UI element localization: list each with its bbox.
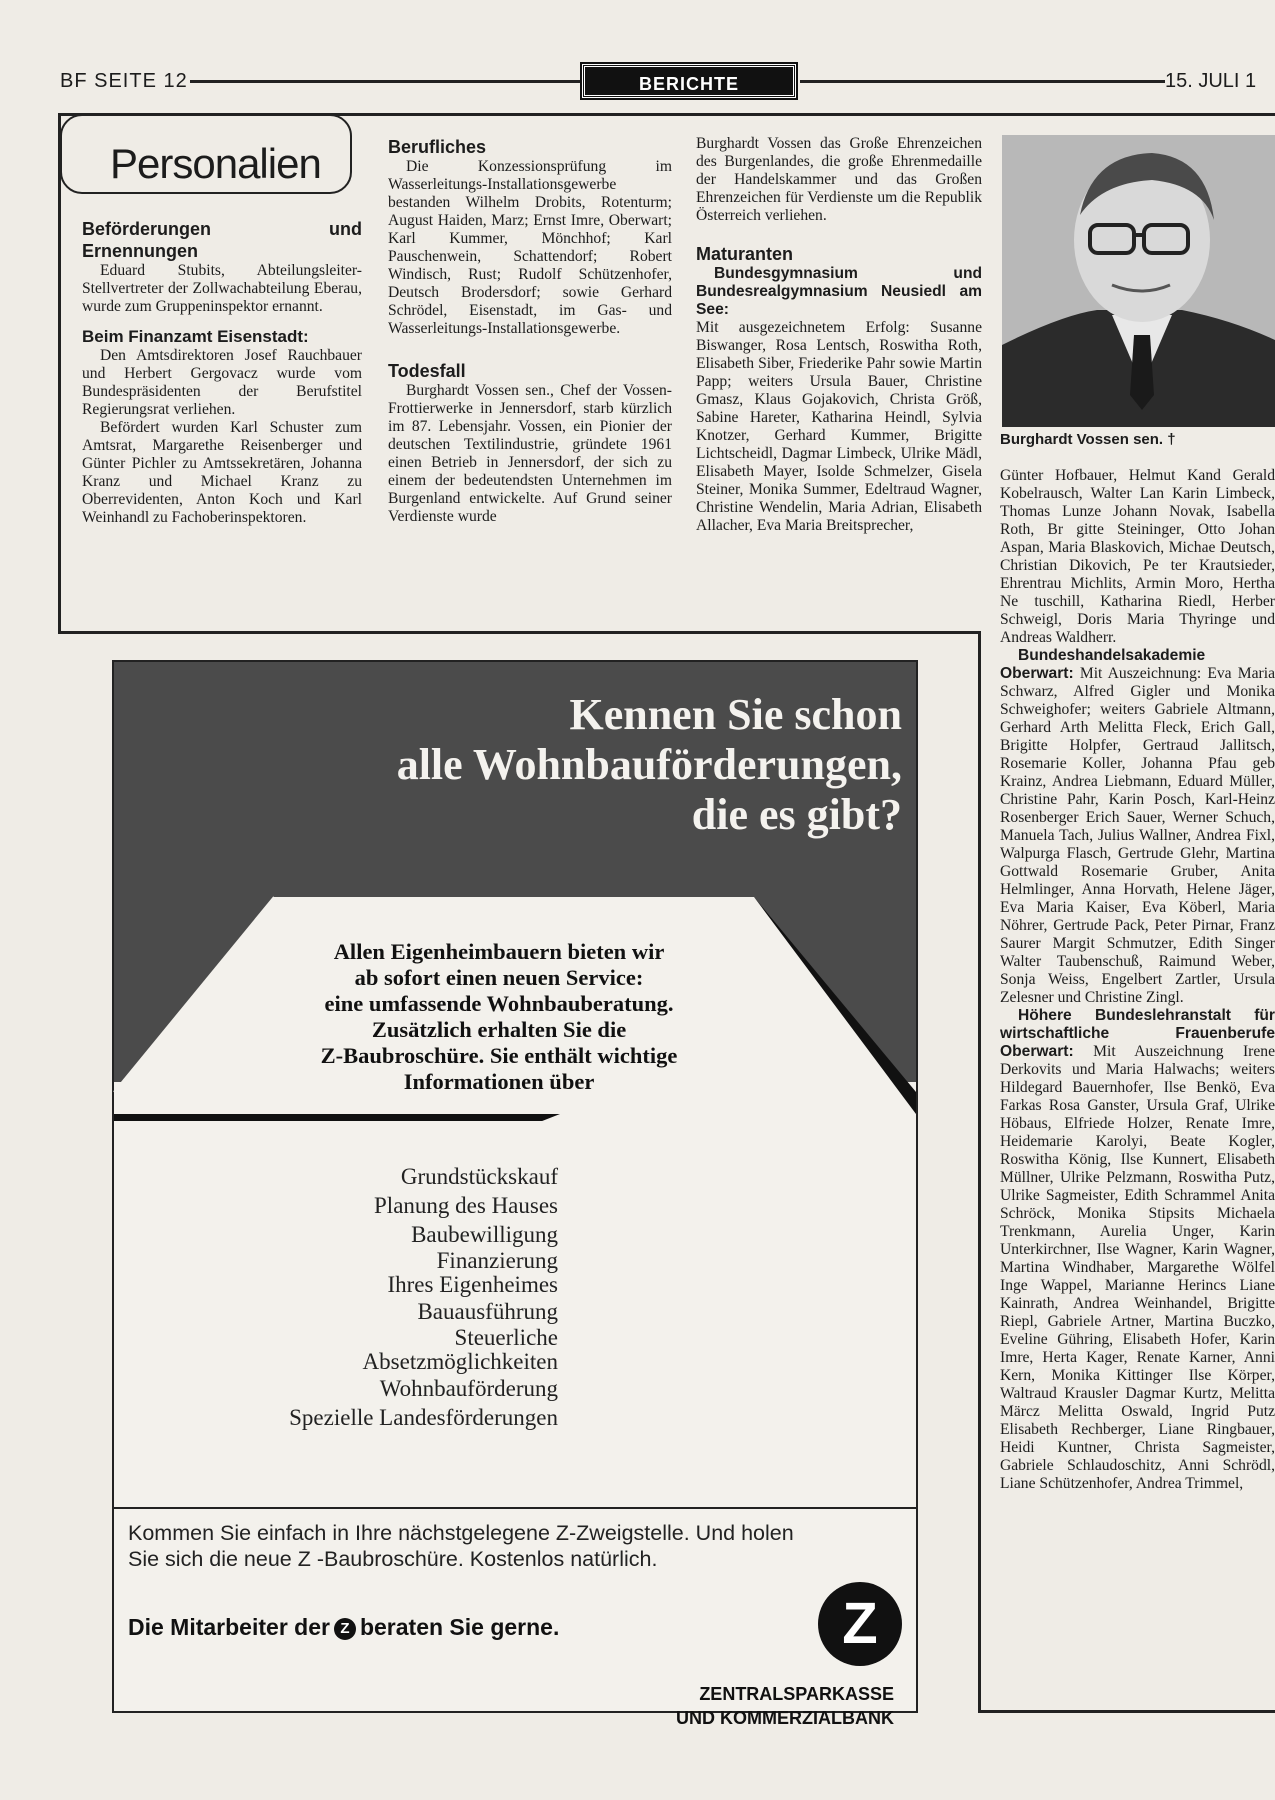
- berufliches-paragraph: Die Konzessionsprüfung im Wasserleitungs-Installationsgewerbe bestanden Wilhelm Drobits, Rotenturm; August Haiden, Marz; Ernst Imre, Oberwart; Karl Kummer, Mönchhof; Karl Pauschenwein, Schattendorf; Robert Windisch, Rust; Rudolf Schützenhofer, Deutsch Brodersdorf; sowie Gerhard Schrödel, Eisenstadt, im Gas- und Wasserleitungs-Installationsgewerbe.: [388, 158, 672, 337]
- school3-name: Höhere Bundeslehranstalt für wirtschaftliche Frauenberufe Oberwart:: [1000, 1007, 1275, 1060]
- school3-list: Mit Auszeichnung Irene Derkovits und Maria Halwachs; weiters Hildegard Bauernhofer, Ilse Benkö, Eva Farkas Rosa Ganster, Ursula Graf, Ulrike Höbaus, Elfriede Holzer, Renate Imre, Heidemarie Karolyi, Beate Kogler, Roswitha König, Ilse Kunnert, Elisabeth Müllner, Ulrike Pelzmann, Roswitha Putz, Ulrike Sagmeister, Edith Schrammel Anita Schröck, Monika Stipsits Michaela Trenkmann, Aurelia Unger, Karin Unterkirchner, Ilse Wagner, Karin Wagner, Martina Windhaber, Margarethe Wölfel Inge Wappel, Marianne Herincs Liane Kainrath, Andrea Weinhandel, Brigitte Riepl, Gabriele Artner, Martina Buczko, Eveline Gühring, Elisabeth Hofer, Karin Imre, Herta Kager, Renate Karner, Anni Kern, Monika Kittinger Ilse Körper, Waltraud Krausler Dagmar Kurtz, Melitta Märcz Melitta Oswald, Ingrid Putz Elisabeth Rechberger, Liane Ringbauer, Heidi Kuntner, Christa Sagmeister, Gabriele Schlaudoschitz, Anni Schrödl, Liane Schützenhofer, Andrea Trimmel,: [1000, 1043, 1275, 1492]
- ad-topic: Ihres Eigenheimes: [387, 1272, 558, 1297]
- ad-come-text: [128, 1520, 908, 1572]
- maturanten-heading: Maturanten: [696, 244, 794, 264]
- frame-right-bottom-rule: [978, 1710, 1275, 1713]
- section-badge: BERICHTE: [582, 64, 796, 98]
- ad-headline-line: die es gibt?: [691, 790, 902, 839]
- ad-service-line: Informationen über: [403, 1069, 595, 1094]
- portrait-illustration: [1002, 135, 1275, 427]
- ad-headline-line: alle Wohnbauförderungen,: [396, 740, 902, 789]
- zentralsparkasse-advertisement: [112, 660, 918, 1728]
- school1-list-cont: Günter Hofbauer, Helmut Kand Gerald Kobelrausch, Walter Lan Karin Limbeck, Thomas Lunze Johann Novak, Isabella Roth, Br gitte Steininger, Otto Johan Aspan, Maria Blaskovich, Michae Deutsch, Christian Dikovich, Pe ter Krautsieder, Ehrentrau Michlits, Armin Moro, Hertha Ne tuschill, Katharina Riedl, Herber Schweigl, Doris Maria Thyringe und Andreas Waldherr.: [1000, 467, 1275, 646]
- page-date: 15. JULI 1: [1165, 70, 1257, 92]
- todesfall-paragraph-cont: Burghardt Vossen das Große Ehrenzeichen des Burgenlandes, die große Ehrenmedaille der Handelskammer und das Großen Ehrenzeichen für Verdienste um die Republik Österreich verliehen.: [696, 135, 982, 224]
- ad-topic: Spezielle Landesförderungen: [289, 1405, 558, 1430]
- befoerderungen-heading: Beförderungen und Ernennungen: [82, 219, 362, 261]
- school1-name: Bundesgymnasium und Bundesrealgymnasium Neusiedl am See:: [696, 265, 982, 318]
- page-label: BF SEITE 12: [60, 70, 188, 92]
- personalien-paragraph-2: Den Amtsdirektoren Josef Rauchbauer und Herbert Gergovacz wurde vom Bundespräsidenten der Berufstitel Regierungsrat verliehen.: [82, 347, 362, 418]
- portrait-photo: [1002, 135, 1275, 427]
- personalien-title: Personalien: [110, 140, 321, 187]
- ad-topic: Bauausführung: [417, 1299, 558, 1324]
- column-berufliches: [388, 136, 672, 526]
- ad-staff-post: beraten Sie gerne.: [359, 1614, 560, 1640]
- ad-service-line: Zusätzlich erhalten Sie die: [371, 1017, 627, 1042]
- ad-topic: Baubewilligung: [411, 1222, 558, 1247]
- ad-service-line: ab sofort einen neuen Service:: [354, 965, 644, 990]
- ad-come-line: Kommen Sie einfach in Ihre nächstgelegene Z-Zweigstelle. Und holen: [128, 1521, 794, 1545]
- column-maturanten-cont: [1000, 467, 1275, 1493]
- ad-staff-slogan: [128, 1614, 559, 1641]
- ad-headline: [302, 690, 902, 840]
- z-mini-logo-icon: Z: [334, 1618, 356, 1640]
- todesfall-heading: Todesfall: [388, 361, 466, 381]
- header-rule-left: [190, 80, 580, 83]
- ad-staff-pre: Die Mitarbeiter der: [128, 1614, 330, 1640]
- personalien-paragraph-1: Eduard Stubits, Abteilungsleiter-Stellvertreter der Zollwachabteilung Eberau, wurde zum Gruppeninspektor ernannt.: [82, 262, 362, 315]
- ad-service-line: eine umfassende Wohnbauberatung.: [324, 991, 674, 1016]
- school2-list: Mit Auszeichnung: Eva Maria Schwarz, Alfred Gigler und Monika Schweighofer; weiters Gabriele Altmann, Gerhard Arth Melitta Fleck, Erich Gall, Brigitte Holpfer, Gertraud Jallitsch, Rosemarie Koller, Johanna Pfau geb Krainz, Andrea Liebmann, Eduard Müller, Christine Pahr, Karin Posch, Karl-Heinz Rosenberger Erich Sauer, Werner Schuch, Manuela Tach, Julius Wallner, Andrea Fixl, Walpurga Flasch, Gertrude Glehr, Martina Gottwald Rosemarie Gruber, Anita Helmlinger, Anna Horvath, Helene Jäger, Eva Maria Kaiser, Eva Köberl, Maria Nöhrer, Gertrude Pack, Peter Pirnar, Franz Saurer Margit Schmutzer, Edith Singer Walter Taubenschuß, Raimund Weber, Sonja Weiss, Engelbert Zartler, Ursula Zelesner und Christine Zingl.: [1000, 665, 1275, 1006]
- ad-topic-list: [174, 1162, 558, 1432]
- z-logo-icon: Z: [818, 1582, 902, 1666]
- finanzamt-subheading: Beim Finanzamt Eisenstadt:: [82, 327, 309, 346]
- photo-caption: Burghardt Vossen sen. †: [1000, 431, 1176, 448]
- frame-bottom-rule: [58, 631, 978, 634]
- ad-black-bar: [114, 1114, 560, 1121]
- berufliches-heading: Berufliches: [388, 137, 487, 157]
- header-rule-right: [800, 80, 1165, 83]
- ad-divider: [114, 1507, 916, 1509]
- frame-left-rule: [58, 113, 61, 634]
- ad-headline-line: Kennen Sie schon: [569, 690, 902, 739]
- ad-topic: Finanzierung: [436, 1248, 558, 1273]
- ad-topic: Steuerliche: [454, 1325, 558, 1350]
- column-maturanten: [696, 135, 982, 535]
- ad-service-line: Allen Eigenheimbauern bieten wir: [333, 939, 665, 964]
- todesfall-paragraph: Burghardt Vossen sen., Chef der Vossen-Frottierwerke in Jennersdorf, starb kürzlich im 87. Lebensjahr. Vossen, ein Pionier der deutschen Textilindustrie, gründete 1961 einen Betrieb in Jennersdorf, der sich zu einem der bedeutendsten Unternehmen im Burgenland entwickelte. Auf Grund seiner Verdienste wurde: [388, 382, 672, 525]
- school1-list: Mit ausgezeichnetem Erfolg: Susanne Biswanger, Rosa Lentsch, Roswitha Roth, Elisabeth Siber, Friederike Pahr sowie Martin Papp; weiters Ursula Bauer, Christine Gmasz, Klaus Gojakovich, Christa Größ, Sabine Hareter, Katharina Heindl, Sylvia Knotzer, Gerhard Kummer, Brigitte Lichtscheidl, Dagmar Limbeck, Ulrike Mädl, Elisabeth Mayer, Isolde Schmelzer, Gisela Steiner, Monika Summer, Edeltraud Wagner, Christine Wendelin, Maria Adrian, Elisabeth Allacher, Eva Maria Breitsprecher,: [696, 319, 982, 534]
- ad-topic: Planung des Hauses: [374, 1193, 558, 1218]
- ad-service-line: Z-Baubroschüre. Sie enthält wichtige: [320, 1043, 678, 1068]
- frame-column-rule: [978, 631, 981, 1713]
- ad-come-line: Sie sich die neue Z -Baubroschüre. Kostenlos natürlich.: [128, 1547, 658, 1571]
- ad-service-text: [264, 939, 734, 1095]
- ad-bank-name: [676, 1682, 894, 1730]
- ad-topic: Grundstückskauf: [400, 1164, 558, 1189]
- ad-bank-line: UND KOMMERZIALBANK: [676, 1708, 894, 1728]
- personalien-paragraph-3: Befördert wurden Karl Schuster zum Amtsrat, Margarethe Reisenberger und Günter Pichler zu Amtssekretären, Johanna Kranz und Michael Kranz zu Oberrevidenten, Anton Koch und Karl Weinhandl zu Fachoberinspektoren.: [82, 419, 362, 526]
- ad-bank-line: ZENTRALSPARKASSE: [699, 1684, 894, 1704]
- ad-topic: Wohnbauförderung: [379, 1376, 558, 1401]
- ad-topic: Absetzmöglichkeiten: [362, 1349, 558, 1374]
- school2-name: Bundeshandelsakademie Oberwart:: [1000, 647, 1206, 682]
- column-personalien: [82, 218, 362, 527]
